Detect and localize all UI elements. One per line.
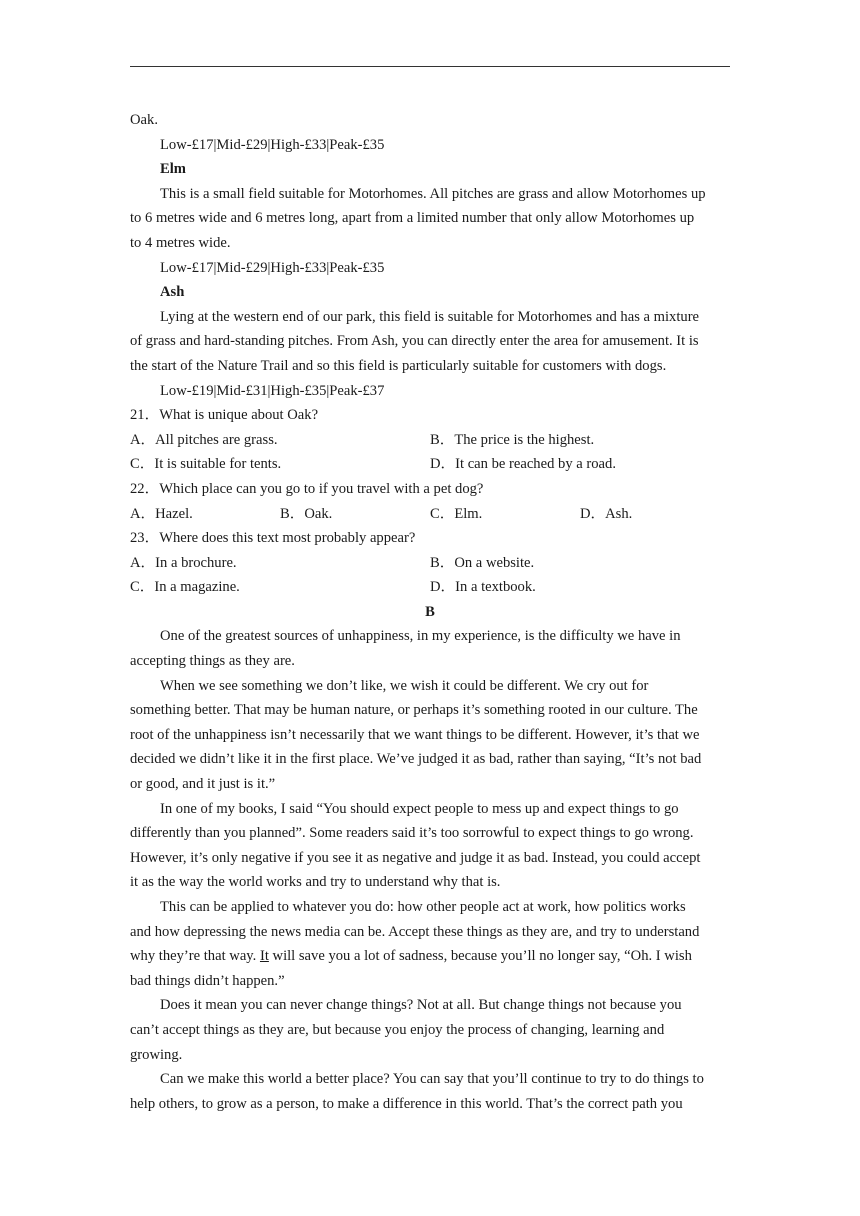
option-b: B．Oak. [280, 505, 333, 522]
elm-text-line: This is a small field suitable for Motorhomes. All pitches are grass and allow Motorhomes up [160, 185, 706, 202]
question-22: 22．Which place can you go to if you travel with a pet dog? [130, 480, 484, 497]
line-text: will save you a lot of sadness, because you’ll no longer say, “Oh. I wish [268, 948, 692, 965]
paragraph-line: accepting things as they are. [130, 653, 295, 670]
header-rule [130, 66, 730, 67]
paragraph-line: However, it’s only negative if you see it as negative and judge it as bad. Instead, you could accept [130, 849, 701, 866]
option-c: C．Elm. [430, 505, 483, 522]
option-d: D．In a textbook. [430, 579, 536, 596]
paragraph-line: This can be applied to whatever you do: how other people act at work, how politics works [160, 899, 686, 915]
ash-text-line: Lying at the western end of our park, this field is suitable for Motorhomes and has a mixture [160, 308, 700, 325]
oak-price: Low-£17|Mid-£29|High-£33|Peak-£35 [160, 136, 385, 153]
paragraph-line: growing. [130, 1046, 183, 1063]
paragraph-line [130, 944, 730, 969]
document-body [130, 108, 730, 1116]
question-23: 23．Where does this text most probably appear? [130, 530, 416, 547]
paragraph-line: help others, to grow as a person, to make a difference in this world. That’s the correct path you [130, 1095, 683, 1112]
option-c: C．In a magazine. [130, 579, 240, 596]
elm-text-line: to 6 metres wide and 6 metres long, apart from a limited number that only allow Motorhomes up [130, 210, 695, 227]
ash-text-line: of grass and hard-standing pitches. From Ash, you can directly enter the area for amusement. It is [130, 333, 699, 350]
paragraph-line: When we see something we don’t like, we wish it could be different. We cry out for [160, 677, 649, 694]
ash-text-line: the start of the Nature Trail and so this field is particularly suitable for customers with dogs. [130, 357, 667, 374]
paragraph-line: Does it mean you can never change things? Not at all. But change things not because you [160, 997, 682, 1014]
paragraph-line: and how depressing the news media can be. Accept these things as they are, and try to understand [130, 923, 700, 940]
elm-heading: Elm [160, 161, 186, 178]
question-23-options-row [130, 575, 730, 600]
paragraph-line: can’t accept things as they are, but because you enjoy the process of changing, learning and [130, 1021, 665, 1038]
paragraph-line: bad things didn’t happen.” [130, 972, 285, 989]
question-21: 21．What is unique about Oak? [130, 407, 319, 424]
elm-text-line: to 4 metres wide. [130, 234, 231, 251]
question-21-options-row [130, 428, 730, 453]
question-23-options-row [130, 551, 730, 576]
ash-heading: Ash [160, 284, 185, 301]
option-a: A．Hazel. [130, 505, 193, 522]
paragraph-line: root of the unhappiness isn’t necessarily that we want things to be different. However, it’s that we [130, 726, 700, 743]
option-c: C．It is suitable for tents. [130, 456, 282, 473]
underlined-pronoun: It [259, 948, 269, 965]
paragraph-line: Can we make this world a better place? You can say that you’ll continue to try to do things to [160, 1071, 704, 1088]
paragraph-line: something better. That may be human nature, or perhaps it’s something rooted in our culture. The [130, 702, 698, 719]
question-22-options-row [130, 502, 730, 527]
line-text: why they’re that way. [130, 948, 260, 965]
paragraph-line: or good, and it just is it.” [130, 776, 276, 793]
option-a: A．In a brochure. [130, 554, 237, 571]
ash-price: Low-£19|Mid-£31|High-£35|Peak-£37 [160, 382, 385, 399]
paragraph-line: One of the greatest sources of unhappiness, in my experience, is the difficulty we have in [160, 628, 681, 645]
section-b-heading: B [425, 603, 435, 620]
option-b: B．On a website. [430, 554, 535, 571]
oak-description-end: Oak. [130, 112, 158, 128]
option-a: A．All pitches are grass. [130, 431, 278, 448]
paragraph-line: decided we didn’t like it in the first place. We’ve judged it as bad, rather than saying, “It’s not bad [130, 751, 702, 768]
paragraph-line: differently than you planned”. Some readers said it’s too sorrowful to expect things to go wrong. [130, 825, 694, 842]
option-d: D．It can be reached by a road. [430, 456, 616, 473]
paragraph-line: In one of my books, I said “You should expect people to mess up and expect things to go [160, 800, 679, 817]
option-d: D．Ash. [580, 505, 633, 522]
paragraph-line: it as the way the world works and try to understand why that is. [130, 874, 501, 891]
elm-price: Low-£17|Mid-£29|High-£33|Peak-£35 [160, 259, 385, 276]
question-21-options-row [130, 452, 730, 477]
option-b: B．The price is the highest. [430, 431, 595, 448]
